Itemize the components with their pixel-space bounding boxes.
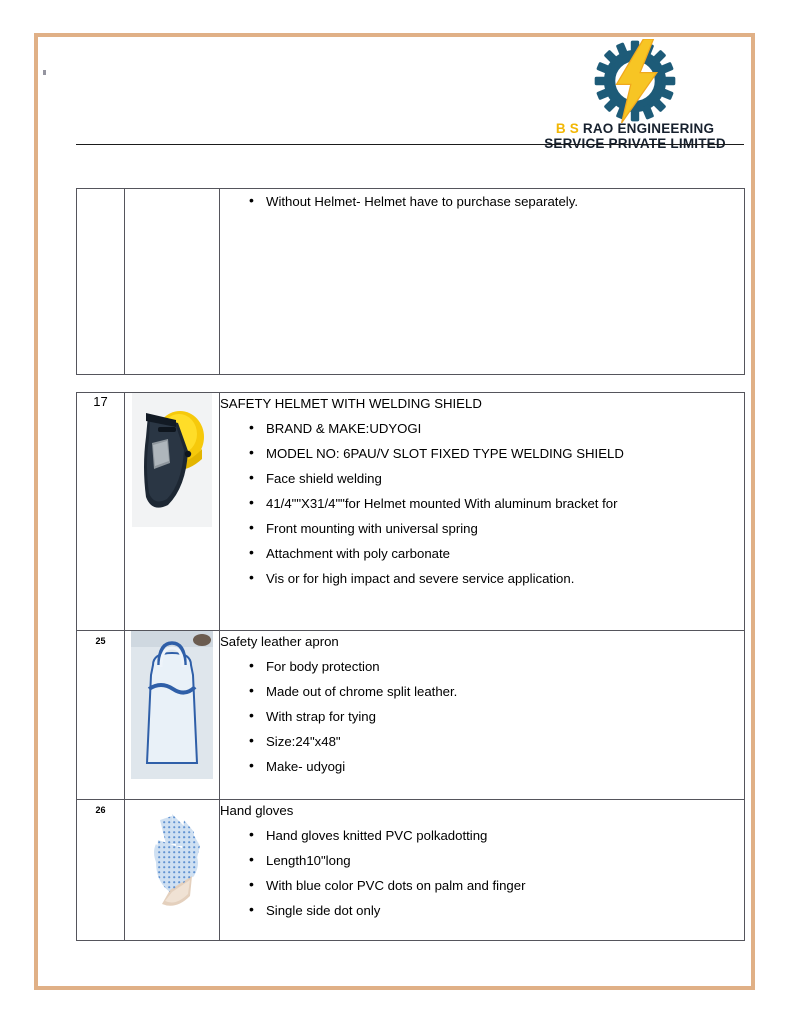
image-cell xyxy=(125,189,220,375)
image-cell xyxy=(125,393,220,631)
list-item: • Hand gloves knitted PVC polkadotting xyxy=(266,823,744,848)
list-item: • Face shield welding xyxy=(266,466,744,491)
hand-gloves-image xyxy=(132,800,212,924)
document-header xyxy=(38,37,751,152)
list-item: • For body protection xyxy=(266,654,744,679)
bullet-list xyxy=(220,416,744,591)
item-title: Hand gloves xyxy=(220,803,294,818)
company-name-line2: SERVICE PRIVATE LIMITED xyxy=(544,136,726,151)
company-initials: B S xyxy=(555,121,579,136)
header-divider-rule xyxy=(76,144,744,145)
spacer-cell xyxy=(220,375,745,393)
sl-cell xyxy=(77,189,125,375)
item-title: Safety leather apron xyxy=(220,634,339,649)
description-cell xyxy=(220,189,745,375)
description-cell xyxy=(220,393,745,631)
list-item: • Length10"long xyxy=(266,848,744,873)
sl-cell xyxy=(77,800,125,941)
bullet-list xyxy=(220,654,744,779)
description-cell xyxy=(220,631,745,800)
description-cell xyxy=(220,800,745,941)
company-logo-block xyxy=(535,39,735,151)
image-cell xyxy=(125,800,220,941)
bullet-list xyxy=(220,823,744,923)
sl-number: 17 xyxy=(93,394,108,409)
document-page xyxy=(34,33,755,990)
list-item: • Make- udyogi xyxy=(266,754,744,779)
item-title: SAFETY HELMET WITH WELDING SHIELD xyxy=(220,396,482,411)
safety-leather-apron-image xyxy=(131,631,213,779)
list-item: • Front mounting with universal spring xyxy=(266,516,744,541)
list-item: • With blue color PVC dots on palm and finger xyxy=(266,873,744,898)
image-cell xyxy=(125,631,220,800)
product-specification-table xyxy=(76,188,745,941)
list-item: • 41/4""X31/4""for Helmet mounted With aluminum bracket for xyxy=(266,491,744,516)
sl-cell xyxy=(77,393,125,631)
table-spacer-row xyxy=(77,375,745,393)
company-name-rest: RAO ENGINEERING xyxy=(578,121,715,136)
sl-number: 26 xyxy=(95,805,106,815)
spacer-cell xyxy=(77,375,125,393)
list-item: • Single side dot only xyxy=(266,898,744,923)
bullet-list xyxy=(220,189,744,214)
list-item: • Without Helmet- Helmet have to purchase separately. xyxy=(266,189,744,214)
sl-number: 25 xyxy=(95,636,106,646)
list-item: • Made out of chrome split leather. xyxy=(266,679,744,704)
sl-cell xyxy=(77,631,125,800)
company-name-line1 xyxy=(535,121,735,136)
table-row xyxy=(77,800,745,941)
list-item: • With strap for tying xyxy=(266,704,744,729)
table-row xyxy=(77,189,745,375)
list-item: • Attachment with poly carbonate xyxy=(266,541,744,566)
spacer-cell xyxy=(125,375,220,393)
table-row xyxy=(77,631,745,800)
list-item: • Size:24"x48" xyxy=(266,729,744,754)
safety-helmet-welding-shield-image xyxy=(132,393,212,527)
list-item: • BRAND & MAKE:UDYOGI xyxy=(266,416,744,441)
table-row xyxy=(77,393,745,631)
gear-lightning-logo-icon xyxy=(593,39,677,123)
list-item: • Vis or for high impact and severe service application. xyxy=(266,566,744,591)
list-item: • MODEL NO: 6PAU/V SLOT FIXED TYPE WELDING SHIELD xyxy=(266,441,744,466)
